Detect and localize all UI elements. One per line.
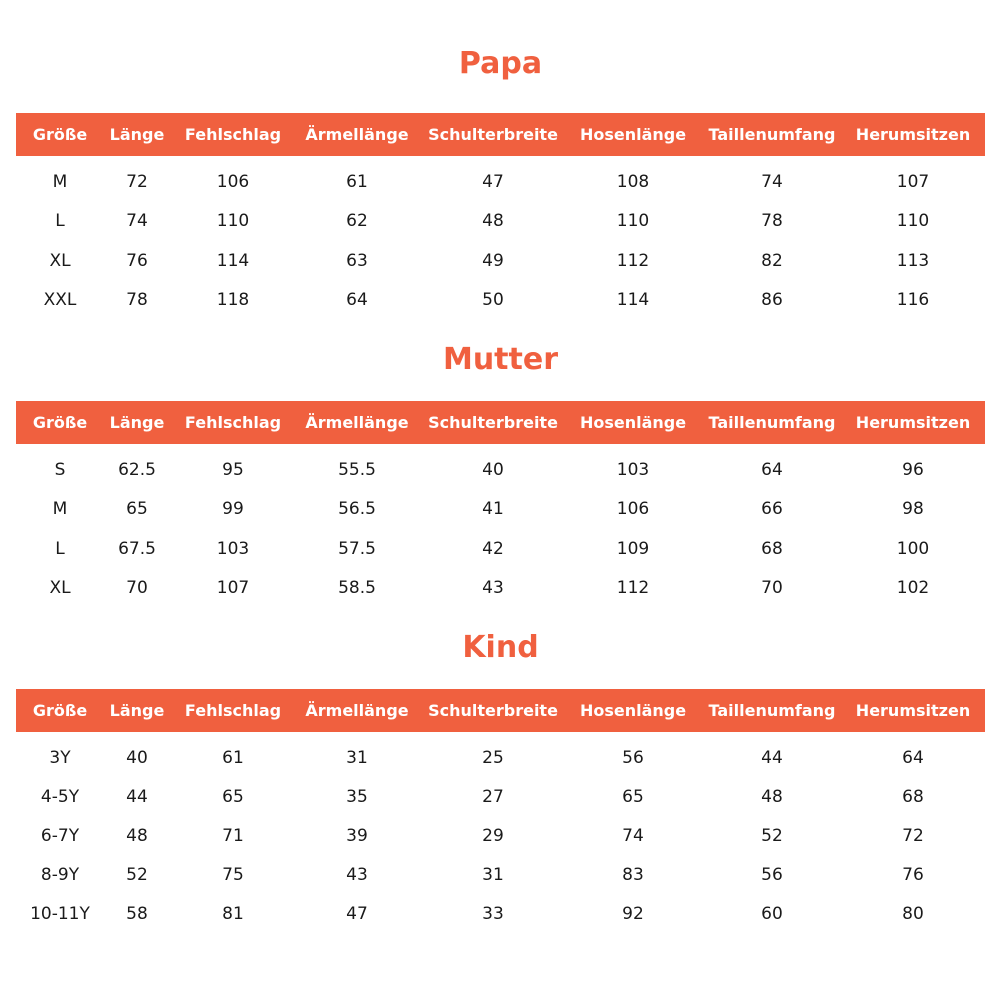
column-header: Ärmellänge <box>305 413 409 432</box>
measurement-cell: 62.5 <box>118 460 156 480</box>
measurement-cell: 52 <box>761 826 783 846</box>
size-label-cell: XL <box>49 577 71 598</box>
table-row <box>0 576 1001 600</box>
table-header <box>16 113 985 156</box>
measurement-cell: 41 <box>482 499 504 520</box>
measurement-cell: 81 <box>222 904 244 924</box>
measurement-cell: 99 <box>222 499 244 520</box>
measurement-cell: 110 <box>896 211 930 232</box>
measurement-cell: 52 <box>126 865 148 885</box>
size-label-cell: 3Y <box>49 748 71 768</box>
measurement-cell: 113 <box>896 250 930 271</box>
size-label-cell: M <box>52 172 68 192</box>
measurement-cell: 33 <box>482 904 504 924</box>
measurement-cell: 68 <box>902 787 924 807</box>
measurement-cell: 62 <box>346 211 368 232</box>
size-label-cell: M <box>52 499 68 520</box>
table-header <box>16 401 985 444</box>
measurement-cell: 50 <box>482 289 504 310</box>
measurement-cell: 61 <box>346 172 368 192</box>
measurement-cell: 43 <box>346 865 368 885</box>
column-header: Fehlschlag <box>184 413 282 432</box>
measurement-cell: 25 <box>482 748 504 768</box>
measurement-cell: 56 <box>622 748 644 768</box>
size-label-cell: L <box>55 211 65 232</box>
measurement-cell: 44 <box>761 748 783 768</box>
measurement-cell: 71 <box>222 826 244 846</box>
measurement-cell: 56.5 <box>338 499 376 520</box>
measurement-cell: 47 <box>346 904 368 924</box>
table-row <box>0 288 1001 312</box>
measurement-cell: 65 <box>222 787 244 807</box>
column-header: Größe <box>32 701 88 720</box>
measurement-cell: 100 <box>896 538 930 559</box>
measurement-cell: 35 <box>346 787 368 807</box>
column-header: Schulterbreite <box>428 125 558 144</box>
measurement-cell: 108 <box>616 172 650 192</box>
column-header: Herumsitzen <box>855 125 971 144</box>
measurement-cell: 61 <box>222 748 244 768</box>
measurement-cell: 110 <box>616 211 650 232</box>
size-label-cell: XXL <box>43 289 77 310</box>
measurement-cell: 39 <box>346 826 368 846</box>
measurement-cell: 82 <box>761 250 783 271</box>
measurement-cell: 118 <box>216 289 250 310</box>
section-title: Papa <box>458 46 543 81</box>
column-header: Taillenumfang <box>708 701 836 720</box>
column-header: Größe <box>32 413 88 432</box>
measurement-cell: 107 <box>896 172 930 192</box>
table-row <box>0 785 1001 809</box>
column-header: Taillenumfang <box>708 413 836 432</box>
measurement-cell: 76 <box>126 250 148 271</box>
table-row <box>0 458 1001 482</box>
measurement-cell: 49 <box>482 250 504 271</box>
measurement-cell: 60 <box>761 904 783 924</box>
measurement-cell: 67.5 <box>118 538 156 559</box>
measurement-cell: 48 <box>482 211 504 232</box>
measurement-cell: 112 <box>616 577 650 598</box>
measurement-cell: 103 <box>616 460 650 480</box>
measurement-cell: 83 <box>622 865 644 885</box>
measurement-cell: 31 <box>346 748 368 768</box>
measurement-cell: 110 <box>216 211 250 232</box>
column-header: Hosenlänge <box>579 701 687 720</box>
measurement-cell: 103 <box>216 538 250 559</box>
measurement-cell: 43 <box>482 577 504 598</box>
measurement-cell: 92 <box>622 904 644 924</box>
measurement-cell: 55.5 <box>338 460 376 480</box>
table-row <box>0 537 1001 561</box>
measurement-cell: 42 <box>482 538 504 559</box>
column-header: Schulterbreite <box>428 701 558 720</box>
measurement-cell: 29 <box>482 826 504 846</box>
measurement-cell: 72 <box>902 826 924 846</box>
measurement-cell: 70 <box>126 577 148 598</box>
column-header: Taillenumfang <box>708 125 836 144</box>
measurement-cell: 70 <box>761 577 783 598</box>
measurement-cell: 44 <box>126 787 148 807</box>
measurement-cell: 74 <box>126 211 148 232</box>
measurement-cell: 78 <box>126 289 148 310</box>
column-header: Hosenlänge <box>579 125 687 144</box>
measurement-cell: 76 <box>902 865 924 885</box>
measurement-cell: 116 <box>896 289 930 310</box>
size-label-cell: 10-11Y <box>30 904 90 924</box>
column-header: Länge <box>109 413 165 432</box>
measurement-cell: 74 <box>622 826 644 846</box>
table-row <box>0 170 1001 194</box>
measurement-cell: 56 <box>761 865 783 885</box>
measurement-cell: 58 <box>126 904 148 924</box>
size-label-cell: S <box>54 460 66 480</box>
measurement-cell: 114 <box>216 250 250 271</box>
measurement-cell: 75 <box>222 865 244 885</box>
measurement-cell: 40 <box>482 460 504 480</box>
measurement-cell: 64 <box>902 748 924 768</box>
measurement-cell: 63 <box>346 250 368 271</box>
table-row <box>0 902 1001 926</box>
measurement-cell: 40 <box>126 748 148 768</box>
column-header: Schulterbreite <box>428 413 558 432</box>
size-label-cell: L <box>55 538 65 559</box>
measurement-cell: 112 <box>616 250 650 271</box>
column-header: Länge <box>109 701 165 720</box>
size-label-cell: 8-9Y <box>40 865 80 885</box>
table-row <box>0 497 1001 521</box>
measurement-cell: 114 <box>616 289 650 310</box>
column-header: Länge <box>109 125 165 144</box>
measurement-cell: 78 <box>761 211 783 232</box>
measurement-cell: 107 <box>216 577 250 598</box>
measurement-cell: 48 <box>761 787 783 807</box>
table-row <box>0 746 1001 770</box>
column-header: Größe <box>32 125 88 144</box>
measurement-cell: 58.5 <box>338 577 376 598</box>
measurement-cell: 109 <box>616 538 650 559</box>
measurement-cell: 98 <box>902 499 924 520</box>
column-header: Hosenlänge <box>579 413 687 432</box>
measurement-cell: 95 <box>222 460 244 480</box>
measurement-cell: 64 <box>761 460 783 480</box>
measurement-cell: 48 <box>126 826 148 846</box>
table-row <box>0 863 1001 887</box>
size-label-cell: 6-7Y <box>40 826 80 846</box>
measurement-cell: 68 <box>761 538 783 559</box>
measurement-cell: 72 <box>126 172 148 192</box>
column-header: Fehlschlag <box>184 701 282 720</box>
table-row <box>0 249 1001 273</box>
measurement-cell: 57.5 <box>338 538 376 559</box>
measurement-cell: 106 <box>616 499 650 520</box>
measurement-cell: 47 <box>482 172 504 192</box>
measurement-cell: 65 <box>126 499 148 520</box>
measurement-cell: 65 <box>622 787 644 807</box>
measurement-cell: 74 <box>761 172 783 192</box>
measurement-cell: 27 <box>482 787 504 807</box>
table-row <box>0 209 1001 233</box>
table-row <box>0 824 1001 848</box>
column-header: Ärmellänge <box>305 125 409 144</box>
measurement-cell: 66 <box>761 499 783 520</box>
size-label-cell: 4-5Y <box>40 787 80 807</box>
column-header: Fehlschlag <box>184 125 282 144</box>
measurement-cell: 106 <box>216 172 250 192</box>
measurement-cell: 96 <box>902 460 924 480</box>
column-header: Ärmellänge <box>305 701 409 720</box>
section-title: Kind <box>462 630 539 665</box>
measurement-cell: 80 <box>902 904 924 924</box>
measurement-cell: 64 <box>346 289 368 310</box>
measurement-cell: 86 <box>761 289 783 310</box>
column-header: Herumsitzen <box>855 413 971 432</box>
column-header: Herumsitzen <box>855 701 971 720</box>
section-title: Mutter <box>442 342 559 377</box>
measurement-cell: 102 <box>896 577 930 598</box>
measurement-cell: 31 <box>482 865 504 885</box>
size-label-cell: XL <box>49 250 71 271</box>
table-header <box>16 689 985 732</box>
